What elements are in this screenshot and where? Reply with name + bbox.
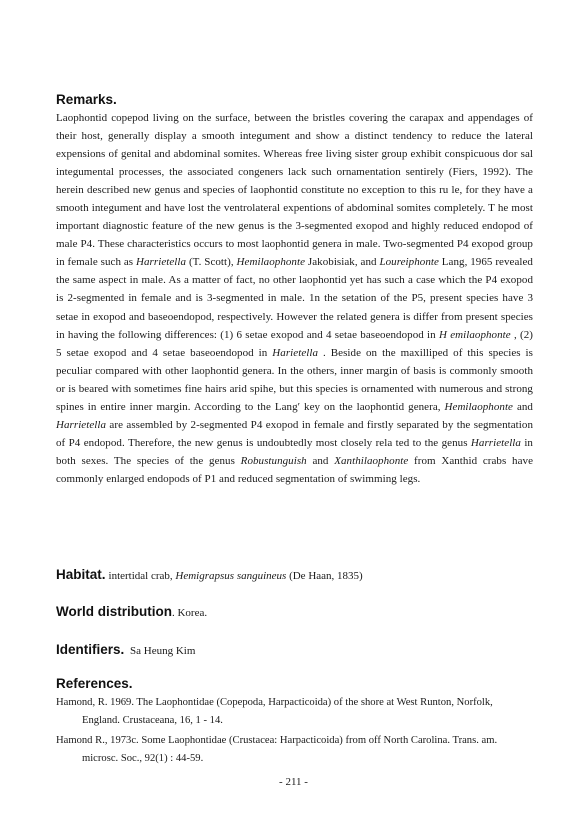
genus-name: Harrietella bbox=[56, 418, 107, 431]
host-species: Hemigrapsus sanguineus bbox=[175, 570, 287, 582]
habitat-authority: (De Haan, 1835) bbox=[286, 570, 363, 582]
genus-name: H emilaophonte bbox=[438, 328, 511, 341]
remarks-text: (T. Scott), bbox=[186, 256, 237, 269]
remarks-text: Lang, 1965 revealed the same aspect in male. As a matter of fact, no other laophontid yet has such a case which the P4 exopod is 2-segmented in female and is 3-segmented in male. 1n the setation of the P5, present species have 3 setae in exopod and baseoendopod, respectively. However the related genera is differ from present species in having the following differences: (1) 6 setae exopod and 4 setae baseoendopod in bbox=[56, 256, 533, 341]
genus-name: Hemilaophonte bbox=[444, 400, 513, 413]
remarks-text: in both sexes. The species of the genus bbox=[56, 436, 533, 467]
reference-item: Hamond R., 1973c. Some Laophontidae (Crustacea: Harpacticoida) from off North Carolina. Trans. am. microsc. Soc., 92(1) : 44-59. bbox=[56, 735, 498, 764]
remarks-text: Laophontid copepod living on the surface, between the bristles covering the carapax and appendages of their host, generally display a smooth integument and show a distinct tendency to reduce the lateral expensions of genital and abdominal somites. Whereas free living sister group exhibit conspicuous dor sal integumental processes, the associated congeners lack such ornamentation sentirely (Fiers, 1992). The herein described new genus and species of laophontid constitute no exception to this ru le, for they have a smooth integument and have lost the ventrolateral expentions of abdominal somites completely. T he most important diagnostic feature of the new genus is the 3-segmented exopod and highly reduced endopod of male P4. These characteristics occurs to most laophontid genera in male. Two-segmented P4 exopod group in female such as bbox=[56, 112, 533, 269]
remarks-paragraph bbox=[56, 109, 533, 488]
remarks-text: and bbox=[513, 400, 533, 413]
genus-name: Xanthilaophonte bbox=[334, 454, 409, 467]
remarks-text: , (2) 5 setae exopod and 4 setae baseoendopod in bbox=[56, 328, 533, 359]
identifiers-heading: Identifiers. bbox=[56, 642, 125, 657]
world-distribution-text: . Korea. bbox=[171, 607, 208, 619]
genus-name: Harietella bbox=[272, 346, 319, 359]
world-distribution-heading: World distribution bbox=[56, 604, 172, 619]
remarks-text: are assembled by 2-segmented P4 exopod in female and firstly separated by the segmentation of P4 endopod. Therefore, the new genus is undoubtedly most closely rela ted to the genus bbox=[56, 418, 533, 449]
remarks-text: . Beside on the maxilliped of this species is peculiar compared with other laophontid genera. In the others, inner margin of basis is commonly smooth or is beared with sometimes fine hairs arid spihe, but this species is ornamented with numerous and strong spines in entire inner margin. According to the Lang′ key on the laophontid genera, bbox=[56, 346, 533, 413]
habitat-heading: Habitat. bbox=[56, 567, 106, 582]
habitat-text: intertidal crab, bbox=[108, 570, 176, 582]
remarks-text: Jakobisiak, and bbox=[305, 256, 380, 269]
genus-name: Harrietella bbox=[470, 436, 521, 449]
references-section bbox=[56, 676, 533, 770]
remarks-section bbox=[56, 92, 533, 488]
identifiers-text: Sa Heung Kim bbox=[130, 645, 196, 657]
genus-name: Hemilaophonte bbox=[236, 256, 306, 269]
remarks-heading: Remarks. bbox=[56, 92, 117, 107]
remarks-text: from Xanthid crabs have commonly enlarged endopods of P1 and reduced segmentation of swimming legs. bbox=[56, 454, 534, 485]
world-distribution-section bbox=[56, 604, 533, 621]
remarks-text: and bbox=[306, 454, 335, 467]
genus-name: Harrietella bbox=[136, 256, 187, 269]
page-number: - 211 - bbox=[279, 776, 308, 788]
habitat-section bbox=[56, 567, 533, 584]
references-heading: References. bbox=[56, 676, 133, 691]
genus-name: Loureiphonte bbox=[379, 256, 439, 269]
identifiers-section bbox=[56, 642, 533, 659]
reference-item: Hamond, R. 1969. The Laophontidae (Copepoda, Harpacticoida) of the shore at West Runton, Norfolk, England. Crustaceana, 16, 1 - 14. bbox=[56, 697, 493, 726]
genus-name: Robustunguish bbox=[240, 454, 307, 467]
